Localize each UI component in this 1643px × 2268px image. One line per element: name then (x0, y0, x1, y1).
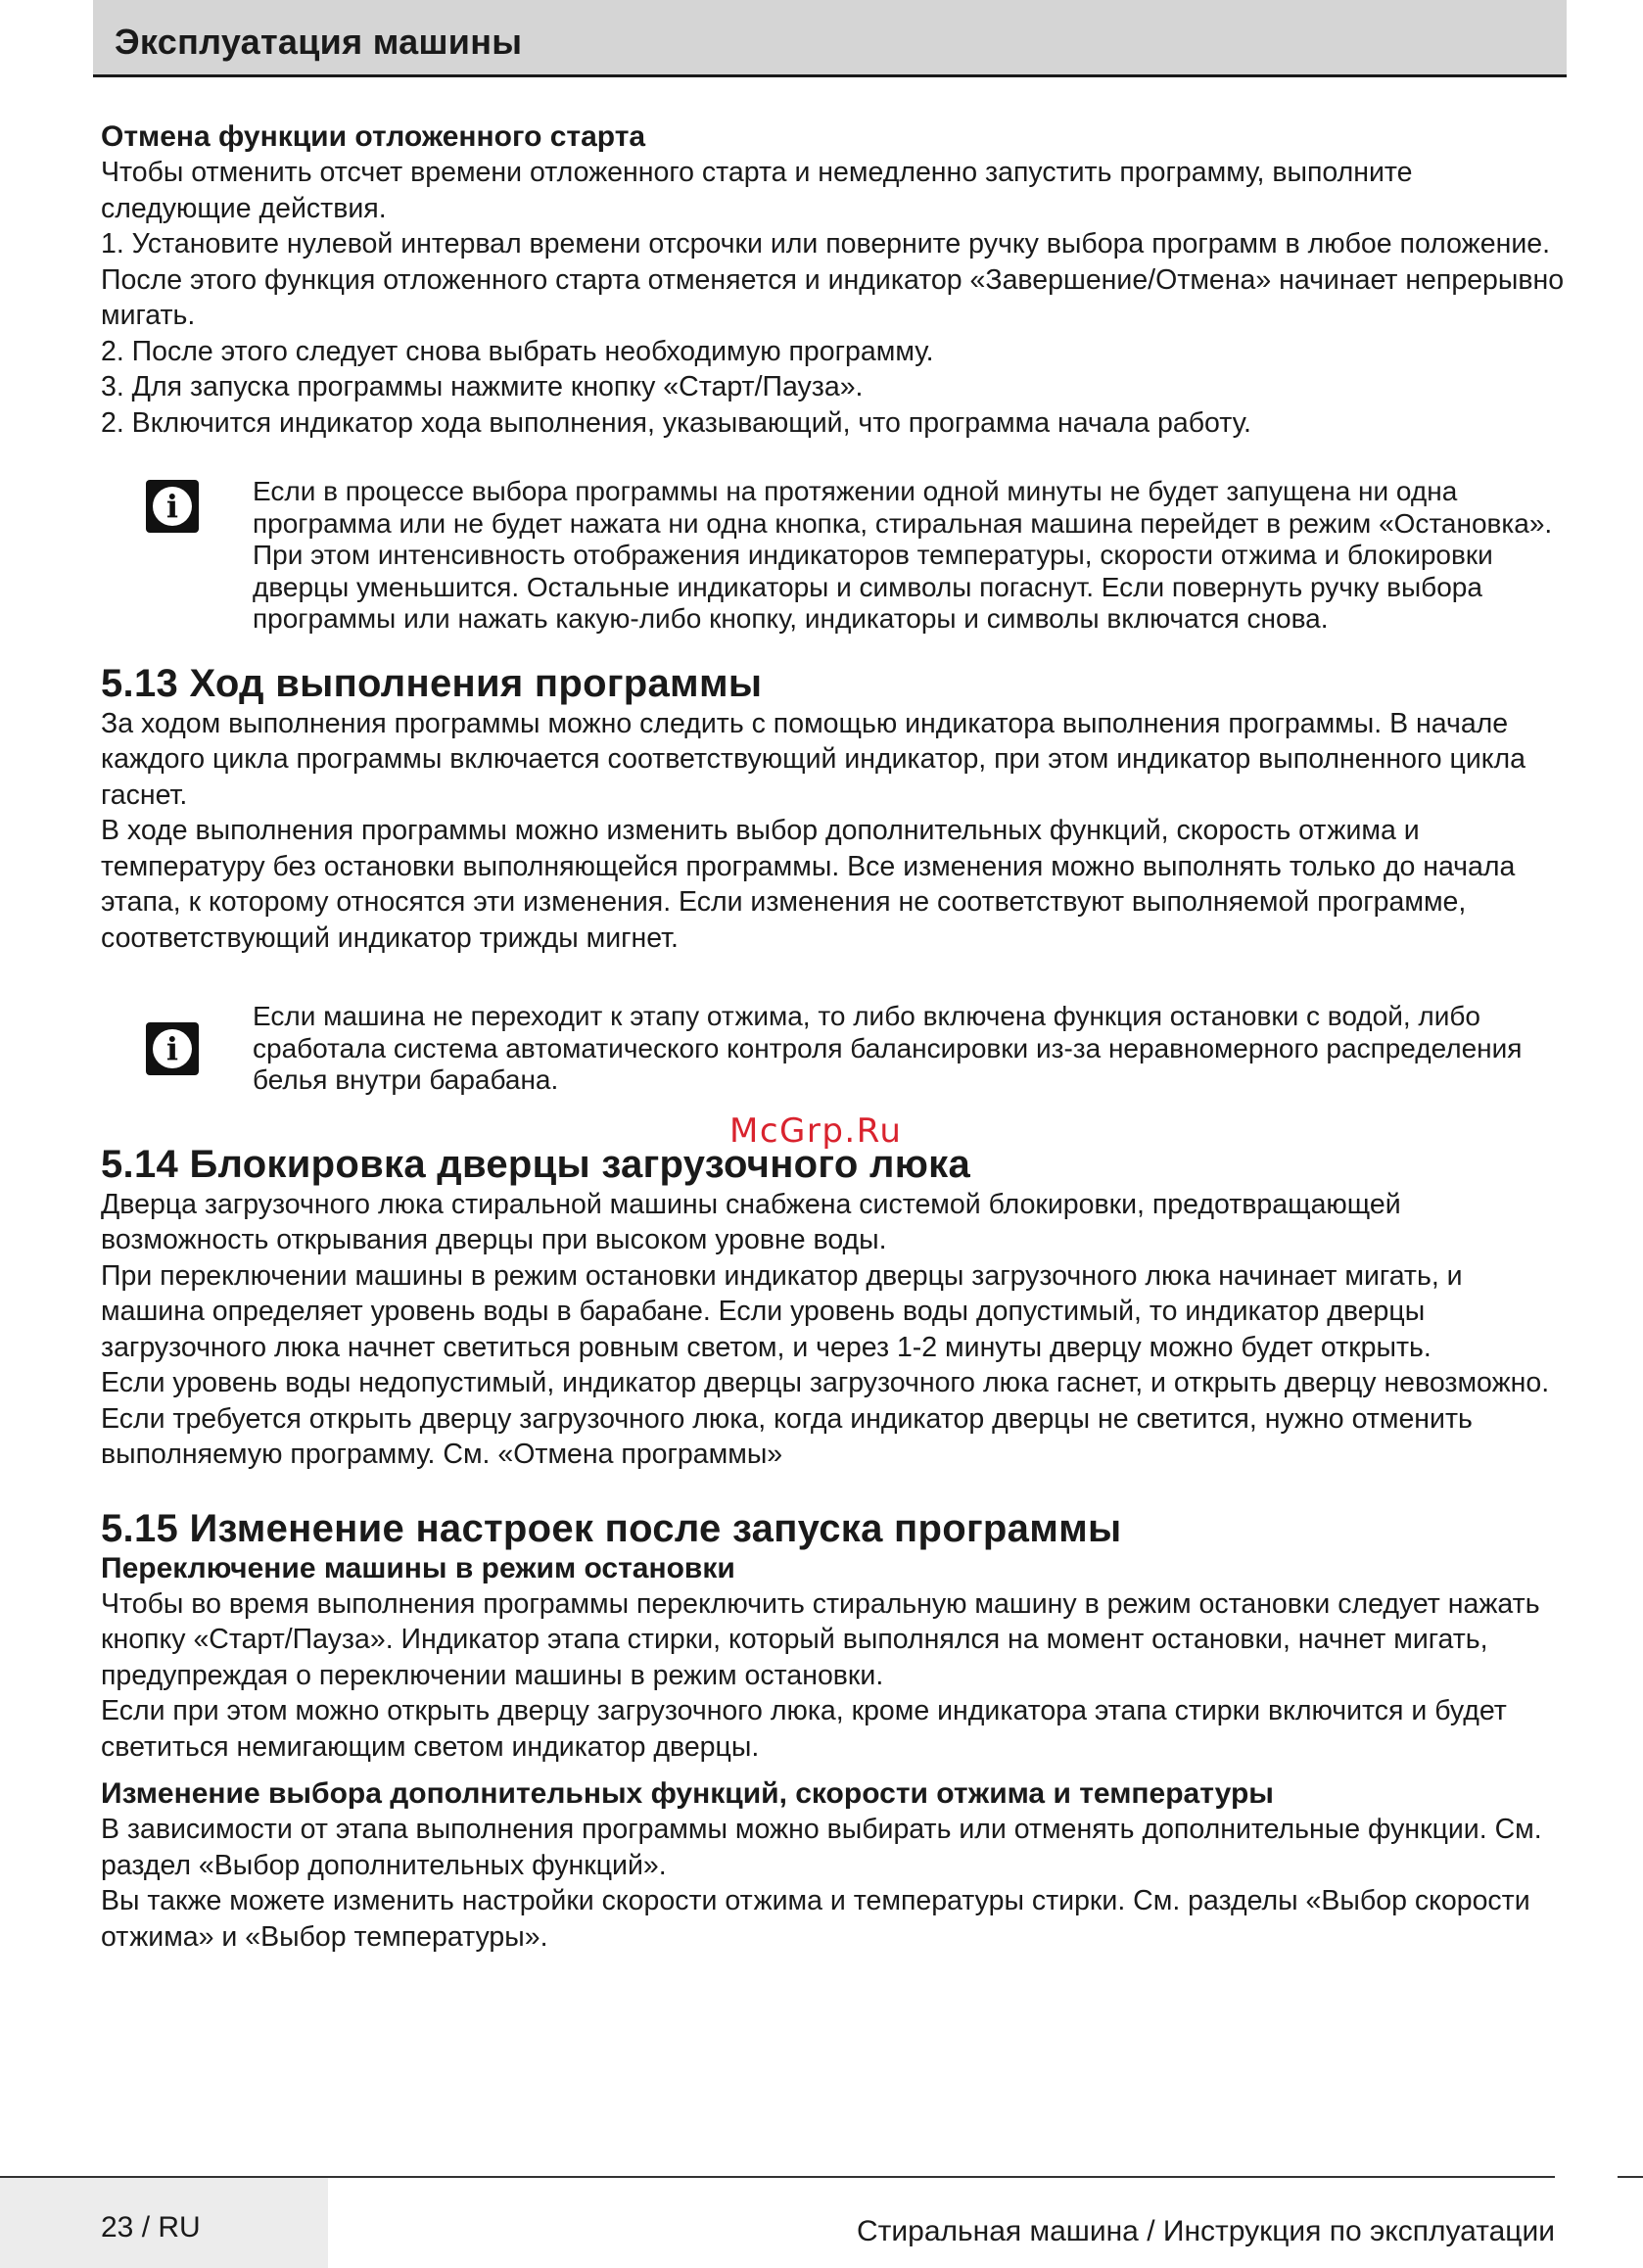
change-options-heading: Изменение выбора дополнительных функций, скорости отжима и температуры (101, 1777, 1274, 1810)
info-note (101, 1001, 1565, 1097)
header-bar (93, 0, 1567, 77)
paragraph: В зависимости от этапа выполнения программы можно выбирать или отменять дополнительные функции. См. раздел «Выбор дополнительных функций». (101, 1814, 1542, 1881)
document-title: Стиральная машина / Инструкция по эксплуатации (856, 2215, 1555, 2247)
paragraph: За ходом выполнения программы можно следить с помощью индикатора выполнения программы. В начале каждого цикла программы включается соответствующий индикатор, при этом индикатор выполненного цикла гаснет. (101, 707, 1526, 811)
page-title: Эксплуатация машины (115, 22, 523, 62)
page-number: 23 / RU (101, 2211, 201, 2244)
info-icon: i (146, 1022, 199, 1075)
paragraph: В ходе выполнения программы можно изменить выбор дополнительных функций, скорость отжима и температуру без остановки выполняющейся программы. Все изменения можно выполнять только до начала этапа, к которому относятся эти изменения. Если изменения не соответствуют выполняемой программе, соответствующий индикатор трижды мигнет. (101, 815, 1516, 954)
info-note (101, 476, 1565, 636)
footer-divider-mark (1618, 2176, 1643, 2178)
note-text: Если в процессе выбора программы на протяжении одной минуты не будет запущена ни одна программа или не будет нажата ни одна кнопка, стиральная машина перейдет в режим «Остановка». При этом интенсивность отображения индикаторов температуры, скорости отжима и блокировки дверцы уменьшится. Остальные индикаторы и символы погаснут. Если повернуть ручку выбора программы или нажать какую-либо кнопку, индикаторы и символы включатся снова. (253, 476, 1553, 634)
note-text: Если машина не переходит к этапу отжима, то либо включена функция остановки с водой, либо сработала система автоматического контроля балансировки из-за неравномерного распределения белья внутри барабана. (253, 1001, 1523, 1095)
paragraph: Чтобы во время выполнения программы переключить стиральную машину в режим остановки следует нажать кнопку «Старт/Пауза». Индикатор этапа стирки, который выполнялся на момент остановки, начнет мигать, предупреждая о переключении машины в режим остановки. (101, 1587, 1540, 1691)
paragraph: Чтобы отменить отсчет времени отложенного старта и немедленно запустить программу, выполните следующие действия. (101, 157, 1413, 224)
section-514-heading: 5.14 Блокировка дверцы загрузочного люка (101, 1142, 971, 1186)
page-content (101, 118, 1565, 1955)
paragraph: 3. Для запуска программы нажмите кнопку «Старт/Пауза». (101, 371, 864, 402)
paragraph: 2. Включится индикатор хода выполнения, указывающий, что программа начала работу. (101, 406, 1251, 439)
paragraph: Дверца загрузочного люка стиральной машины снабжена системой блокировки, предотвращающей возможность открывания дверцы при высоком уровне воды. (101, 1188, 1401, 1255)
section-515-heading: 5.15 Изменение настроек после запуска программы (101, 1506, 1122, 1550)
section-513-heading: 5.13 Ход выполнения программы (101, 661, 763, 705)
paragraph: Вы также можете изменить настройки скорости отжима и температуры стирки. См. разделы «Выбор скорости отжима» и «Выбор температуры». (101, 1885, 1530, 1953)
paragraph: Если уровень воды недопустимый, индикатор дверцы загрузочного люка гаснет, и открыть дверцу невозможно. Если требуется открыть дверцу загрузочного люка, когда индикатор дверцы не светится, нужно отменить выполняемую программу. См. «Отмена программы» (101, 1367, 1550, 1470)
cancel-delay-heading: Отмена функции отложенного старта (101, 120, 646, 153)
watermark: McGrp.Ru (729, 1111, 903, 1151)
paragraph: При переключении машины в режим остановки индикатор дверцы загрузочного люка начинает мигать, и машина определяет уровень воды в барабане. Если уровень воды допустимый, то индикатор дверцы загрузочного люка начнет светиться ровным светом, и через 1-2 минуты дверцу можно будет открыть. (101, 1259, 1463, 1363)
paragraph: Если при этом можно открыть дверцу загрузочного люка, кроме индикатора этапа стирки включится и будет светиться немигающим светом индикатор дверцы. (101, 1695, 1507, 1763)
info-icon: i (146, 480, 199, 533)
paragraph: 1. Установите нулевой интервал времени отсрочки или поверните ручку выбора программ в любое положение. После этого функция отложенного старта отменяется и индикатор «Завершение/Отмена» начинает непрерывно мигать. (101, 228, 1565, 331)
stop-mode-heading: Переключение машины в режим остановки (101, 1551, 735, 1584)
paragraph: 2. После этого следует снова выбрать необходимую программу. (101, 335, 934, 367)
